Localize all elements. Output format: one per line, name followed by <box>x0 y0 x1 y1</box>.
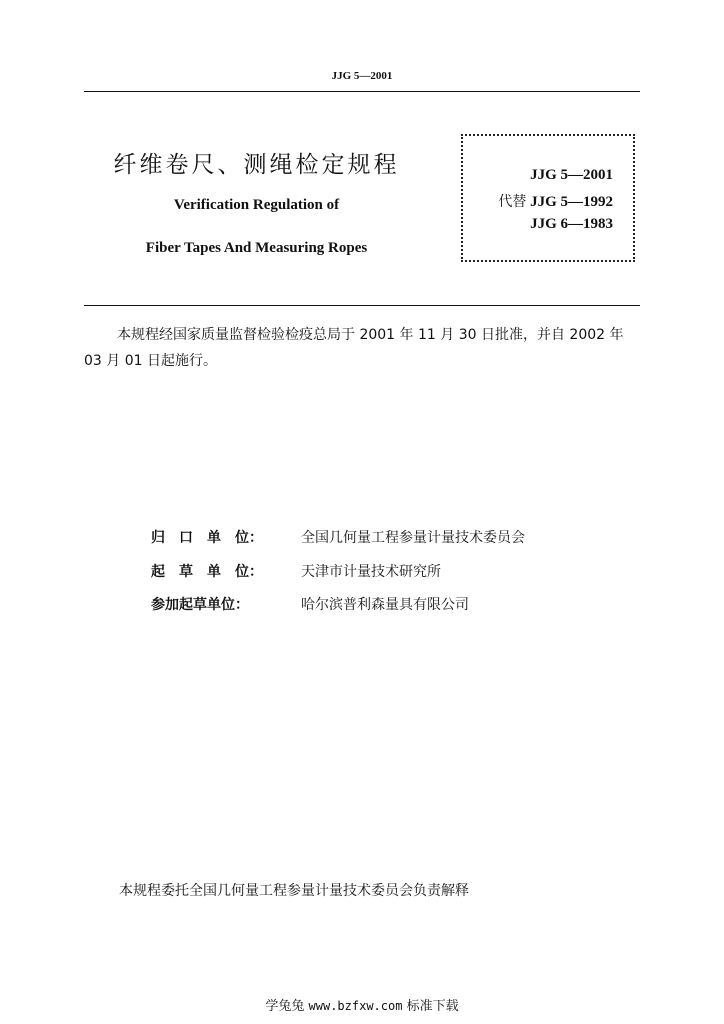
replaces-line-1 <box>498 191 613 211</box>
approval-paragraph: 本规程经国家质量监督检验检疫总局于 2001 年 11 月 30 日批准，并自 2002 年 03 月 01 日起施行。 <box>84 327 624 369</box>
unit-row-responsible <box>151 527 525 547</box>
title-english-line2: Fiber Tapes And Measuring Ropes <box>145 240 368 256</box>
watermark-url[interactable]: www.bzfxw.com <box>308 999 403 1013</box>
watermark-site-name: 学兔兔 <box>265 999 305 1014</box>
section-rule <box>84 305 640 306</box>
unit-label: 归 口 单 位： <box>151 530 263 546</box>
unit-value: 哈尔滨普利森量具有限公司 <box>301 597 469 613</box>
unit-label: 起 草 单 位： <box>151 564 263 580</box>
unit-row-drafting <box>151 561 441 581</box>
replaces-standard-1: JJG 5—1992 <box>530 194 613 210</box>
unit-label: 参加起草单位： <box>151 597 249 613</box>
header-rule <box>84 91 640 92</box>
title-english-line1: Verification Regulation of <box>173 197 340 213</box>
unit-row-participating <box>151 594 469 614</box>
header-standard-code: JJG 5—2001 <box>331 70 393 82</box>
title-chinese: 纤维卷尺、测绳检定规程 <box>113 152 400 178</box>
watermark <box>0 995 724 1014</box>
replaces-standard-2: JJG 6—1983 <box>530 216 613 232</box>
standard-number: JJG 5—2001 <box>530 167 613 183</box>
interpretation-note: 本规程委托全国几何量工程参量计量技术委员会负责解释 <box>119 883 469 899</box>
standard-code-box <box>461 134 635 262</box>
unit-value: 全国几何量工程参量计量技术委员会 <box>301 530 525 546</box>
replaces-label: 代替 <box>498 194 527 210</box>
unit-value: 天津市计量技术研究所 <box>301 564 441 580</box>
watermark-suffix: 标准下载 <box>406 999 459 1014</box>
